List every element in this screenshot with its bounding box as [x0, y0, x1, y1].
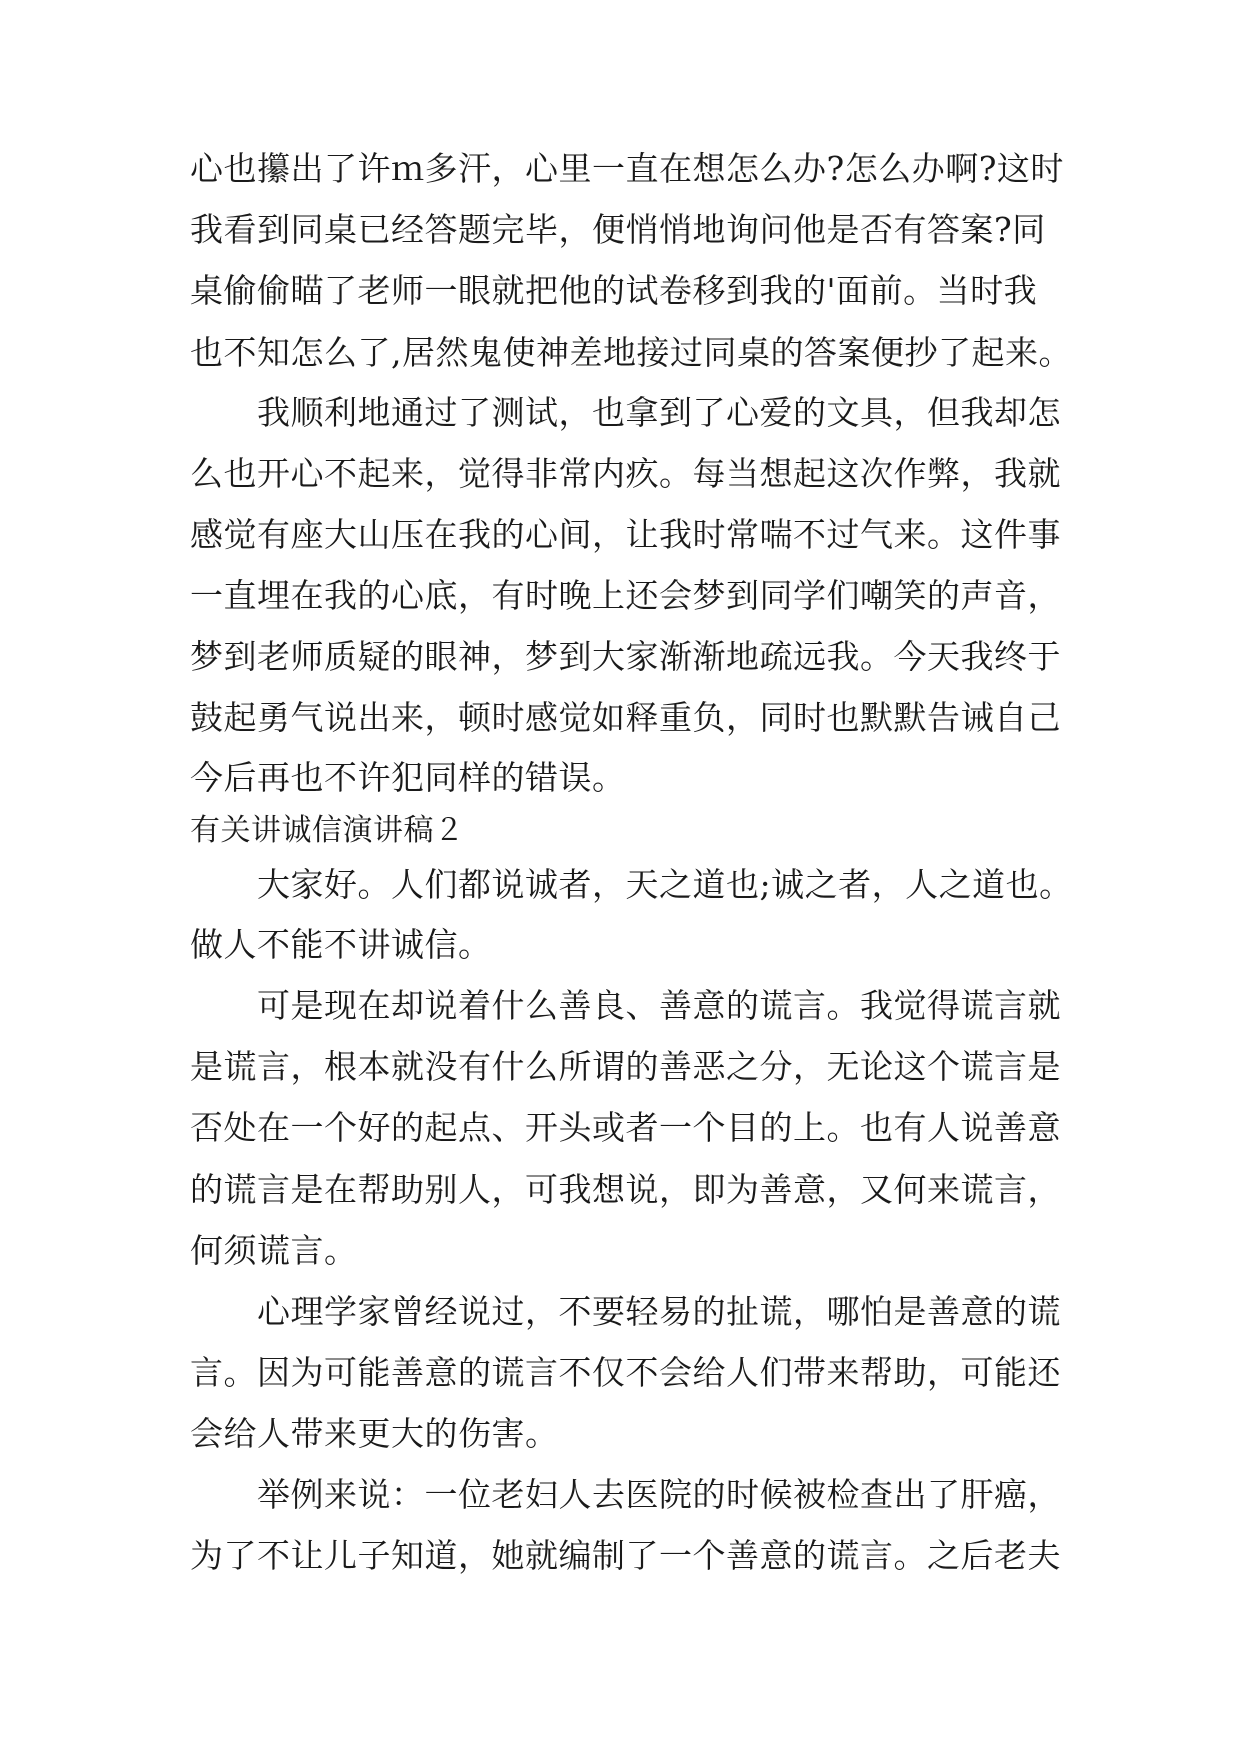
- text-line: 做人不能不讲诚信。: [190, 925, 492, 964]
- text-line: 的谎言是在帮助别人，可我想说，即为善意，又何来谎言，: [190, 1170, 1061, 1209]
- text-line: 今后再也不许犯同样的错误。: [190, 758, 626, 797]
- text-line: 我看到同桌已经答题完毕，便悄悄地询问他是否有答案?同: [190, 210, 1046, 249]
- text-line: 否处在一个好的起点、开头或者一个目的上。也有人说善意: [190, 1108, 1061, 1147]
- text-line: 梦到老师质疑的眼神，梦到大家渐渐地疏远我。今天我终于: [190, 637, 1061, 676]
- text-line: 心理学家曾经说过，不要轻易的扯谎，哪怕是善意的谎: [190, 1292, 1061, 1331]
- text-line: 我顺利地通过了测试，也拿到了心爱的文具，但我却怎: [190, 393, 1061, 432]
- text-line: 言。因为可能善意的谎言不仅不会给人们带来帮助，可能还: [190, 1353, 1061, 1392]
- text-line: 何须谎言。: [190, 1231, 358, 1270]
- text-line: 感觉有座大山压在我的心间，让我时常喘不过气来。这件事: [190, 515, 1061, 554]
- section-heading: 有关讲诚信演讲稿２: [190, 813, 465, 848]
- text-line: 鼓起勇气说出来，顿时感觉如释重负，同时也默默告诫自己: [190, 698, 1061, 737]
- text-line: 一直埋在我的心底，有时晚上还会梦到同学们嘲笑的声音，: [190, 576, 1061, 615]
- text-line: 么也开心不起来，觉得非常内疚。每当想起这次作弊，我就: [190, 454, 1061, 493]
- text-line: 为了不让儿子知道，她就编制了一个善意的谎言。之后老夫: [190, 1536, 1061, 1575]
- text-line: 心也攥出了许ｍ多汗，心里一直在想怎么办?怎么办啊?这时: [190, 149, 1064, 188]
- text-line: 会给人带来更大的伤害。: [190, 1414, 559, 1453]
- text-line: 也不知怎么了,居然鬼使神差地接过同桌的答案便抄了起来。: [190, 333, 1072, 372]
- text-line: 举例来说：一位老妇人去医院的时候被检查出了肝癌，: [190, 1475, 1061, 1514]
- text-line: 大家好。人们都说诚者，天之道也;诚之者，人之道也。: [190, 865, 1073, 904]
- text-line: 桌偷偷瞄了老师一眼就把他的试卷移到我的'面前。当时我: [190, 271, 1038, 310]
- text-line: 可是现在却说着什么善良、善意的谎言。我觉得谎言就: [190, 986, 1061, 1025]
- text-line: 是谎言，根本就没有什么所谓的善恶之分，无论这个谎言是: [190, 1047, 1061, 1086]
